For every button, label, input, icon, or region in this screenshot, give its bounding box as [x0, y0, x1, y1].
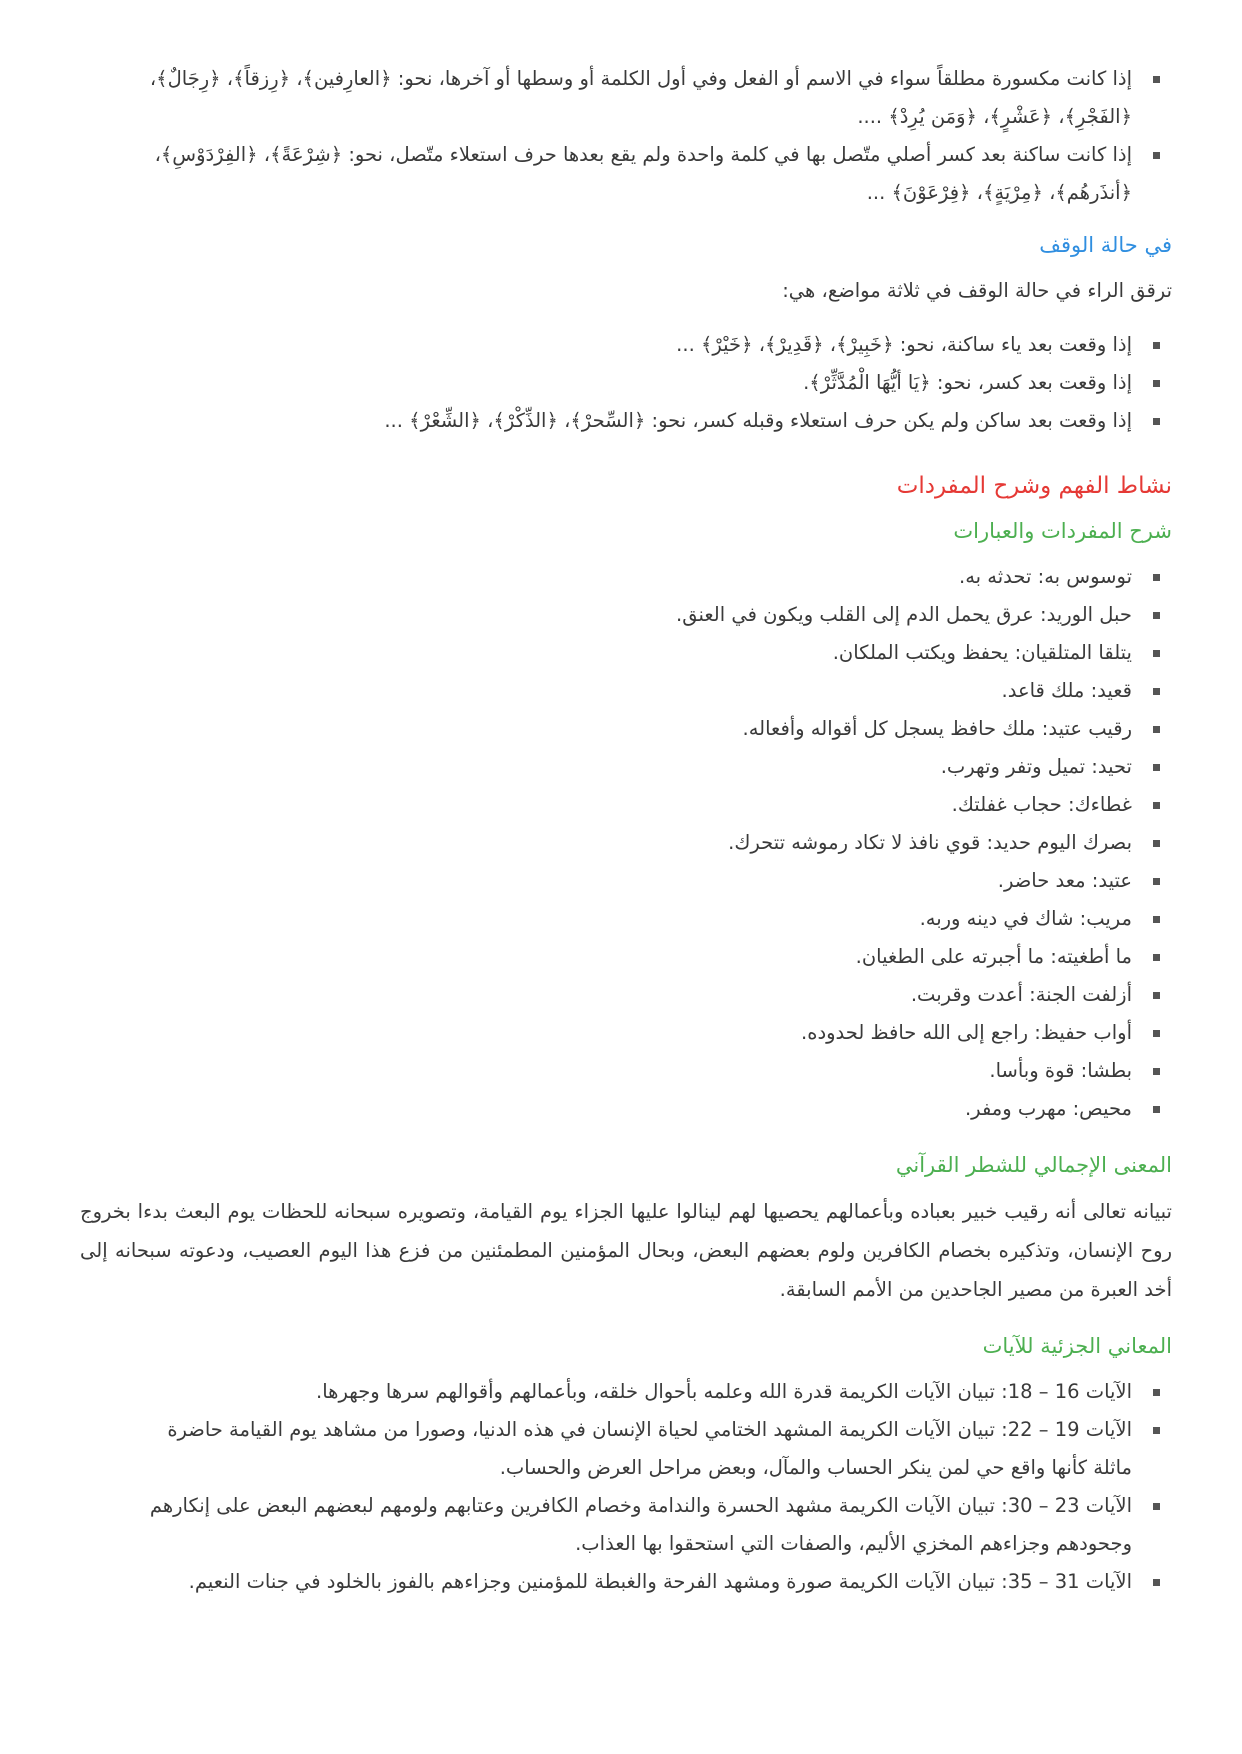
partial-meanings-heading: المعاني الجزئية للآيات	[982, 1334, 1172, 1358]
list-item: بطشا: قوة وبأسا.	[80, 1052, 1172, 1090]
list-item: إذا وقعت بعد ياء ساكنة، نحو: ﴿خَبِيرْ﴾، ﴿قَدِيرْ﴾، ﴿خَيْرْ﴾ ...	[80, 326, 1172, 364]
activity-heading: نشاط الفهم وشرح المفردات	[896, 473, 1172, 499]
list-item: عتيد: معد حاضر.	[80, 862, 1172, 900]
list-item: أزلفت الجنة: أعدت وقربت.	[80, 976, 1172, 1014]
vocab-list	[80, 558, 1172, 1128]
partial-meanings-list	[80, 1373, 1172, 1601]
list-item: إذا وقعت بعد كسر، نحو: ﴿يَا أيُّهَا الْمُدَّثِّرْ﴾.	[80, 364, 1172, 402]
waqf-intro: ترقق الراء في حالة الوقف في ثلاثة مواضع، هي:	[782, 279, 1172, 302]
list-item: تحيد: تميل وتفر وتهرب.	[80, 748, 1172, 786]
list-item: مريب: شاك في دينه وربه.	[80, 900, 1172, 938]
waqf-heading: في حالة الوقف	[1039, 233, 1172, 257]
list-item: الآيات 19 – 22: تبيان الآيات الكريمة المشهد الختامي لحياة الإنسان في هذه الدنيا، وصورا من مشاهد يوم القيامة حاضرة ماثلة كأنها واقع حي لمن ينكر الحساب والمآل، وبعض مراحل العرض والحساب.	[80, 1411, 1172, 1487]
list-item: قعيد: ملك قاعد.	[80, 672, 1172, 710]
waqf-list	[80, 326, 1172, 440]
list-item: الآيات 23 – 30: تبيان الآيات الكريمة مشهد الحسرة والندامة وخصام الكافرين وعتابهم ولومهم لبعضهم البعض على إنكارهم وجحودهم وجزاءهم المخزي الأليم، والصفات التي استحقوا بها العذاب.	[80, 1487, 1172, 1563]
list-item: رقيب عتيد: ملك حافظ يسجل كل أقواله وأفعاله.	[80, 710, 1172, 748]
list-item: بصرك اليوم حديد: قوي نافذ لا تكاد رموشه تتحرك.	[80, 824, 1172, 862]
list-item: الآيات 31 – 35: تبيان الآيات الكريمة صورة ومشهد الفرحة والغبطة للمؤمنين وجزاءهم بالفوز بالخلود في جنات النعيم.	[80, 1563, 1172, 1601]
list-item: محيص: مهرب ومفر.	[80, 1090, 1172, 1128]
list-item: غطاءك: حجاب غفلتك.	[80, 786, 1172, 824]
vocab-heading: شرح المفردات والعبارات	[953, 519, 1172, 543]
list-item: الآيات 16 – 18: تبيان الآيات الكريمة قدرة الله وعلمه بأحوال خلقه، وبأعمالهم وأقوالهم سرها وجهرها.	[80, 1373, 1172, 1411]
general-meaning-heading: المعنى الإجمالي للشطر القرآني	[895, 1153, 1172, 1177]
list-item: إذا وقعت بعد ساكن ولم يكن حرف استعلاء وقبله كسر، نحو: ﴿السِّحرْ﴾، ﴿الذِّكْرْ﴾، ﴿الشِّعْرْ﴾ ...	[80, 402, 1172, 440]
general-meaning-text: تبيانه تعالى أنه رقيب خبير بعباده وبأعمالهم يحصيها لهم لينالوا عليها الجزاء يوم القيامة، وتصويره سبحانه للحظات يوم البعث بدءا بخروج روح الإنسان، وتذكيره بخصام الكافرين ولوم بعضهم البعض، وبحال المؤمنين المطمئنين من فزع هذا اليوم العصيب، ودعوته سبحانه إلى أخد العبرة من مصير الجاحدين من الأمم السابقة.	[80, 1200, 1172, 1301]
list-item: إذا كانت ساكنة بعد كسر أصلي متّصل بها في كلمة واحدة ولم يقع بعدها حرف استعلاء متّصل، نحو: ﴿شِرْعَةً﴾، ﴿الفِرْدَوْسِ﴾، ﴿أنذَرهُم﴾، ﴿مِرْيَةٍ﴾، ﴿فِرْعَوْنَ﴾ ...	[80, 136, 1172, 212]
list-item: يتلقا المتلقيان: يحفظ ويكتب الملكان.	[80, 634, 1172, 672]
list-item: إذا كانت مكسورة مطلقاً سواء في الاسم أو الفعل وفي أول الكلمة أو وسطها أو آخرها، نحو: ﴿العارِفين﴾، ﴿رِزقاً﴾، ﴿رِجَالٌ﴾، ﴿الفَجْرِ﴾، ﴿عَشْرٍ﴾، ﴿وَمَن يُرِدْ﴾ ....	[80, 60, 1172, 136]
top-list	[80, 60, 1172, 212]
list-item: توسوس به: تحدثه به.	[80, 558, 1172, 596]
list-item: أواب حفيظ: راجع إلى الله حافظ لحدوده.	[80, 1014, 1172, 1052]
list-item: حبل الوريد: عرق يحمل الدم إلى القلب ويكون في العنق.	[80, 596, 1172, 634]
list-item: ما أطغيته: ما أجبرته على الطغيان.	[80, 938, 1172, 976]
